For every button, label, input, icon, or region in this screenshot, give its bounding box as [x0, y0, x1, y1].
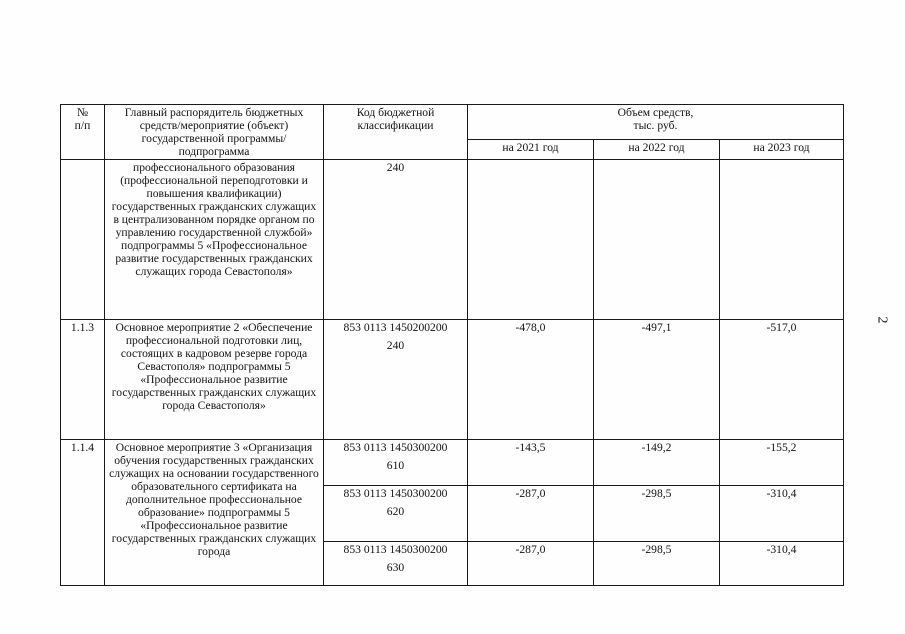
header-row: [61, 105, 844, 140]
code-line-1: 853 0113 1450200200: [343, 321, 448, 334]
row-value-2022: -298,5: [594, 542, 720, 586]
header-name: Главный распорядитель бюджетных средств/мероприятие (объект) государственной программы/подпрограмма: [105, 105, 324, 160]
header-year-2021: на 2021 год: [468, 140, 594, 160]
header-code: Код бюджетной классификации: [324, 105, 468, 160]
table-row: [61, 440, 844, 486]
row-value-2023: [720, 160, 844, 320]
code-line-2: 610: [386, 459, 405, 472]
row-num: [61, 160, 105, 320]
row-name: Основное мероприятие 3 «Организация обучения государственных гражданских служащих на основании государственного образовательного сертификата на дополнительное профессиональное образование» подпрограммы 5 «Профессиональное развитие государственных гражданских служащих города: [105, 440, 324, 586]
row-code: [324, 486, 468, 542]
code-line-2: 240: [386, 339, 405, 352]
row-value-2023: -517,0: [720, 320, 844, 440]
row-value-2022: -149,2: [594, 440, 720, 486]
row-value-2022: -298,5: [594, 486, 720, 542]
row-value-2021: -478,0: [468, 320, 594, 440]
row-name: Основное мероприятие 2 «Обеспечение профессиональной подготовки лиц, состоящих в кадровом резерве города Севастополя» подпрограммы 5 «Профессиональное развитие государственных гражданских служащих города Севастополя»: [105, 320, 324, 440]
row-value-2022: -497,1: [594, 320, 720, 440]
code-line-1: 853 0113 1450300200: [343, 487, 448, 500]
code-line-1: 853 0113 1450300200: [343, 441, 448, 454]
row-name: профессионального образования (профессиональной переподготовки и повышения квалификации) государственных гражданских служащих в централизованном порядке органом по управлению государственной службой» подпрограммы 5 «Профессиональное развитие государственных гражданских служащих города Севастополя»: [105, 160, 324, 320]
code-line-2: 620: [386, 505, 405, 518]
row-value-2023: -310,4: [720, 486, 844, 542]
header-amount: Объем средств, тыс. руб.: [468, 105, 844, 140]
row-code: [324, 320, 468, 440]
row-value-2023: -155,2: [720, 440, 844, 486]
table-row: [61, 160, 844, 320]
table-row: [61, 320, 844, 440]
code-line-2: 630: [386, 561, 405, 574]
row-code: [324, 440, 468, 486]
row-value-2022: [594, 160, 720, 320]
row-value-2023: -310,4: [720, 542, 844, 586]
header-year-2023: на 2023 год: [720, 140, 844, 160]
budget-table: [60, 104, 844, 586]
page-number: 2: [874, 316, 890, 324]
code-line-1: 240: [386, 161, 405, 174]
row-num: 1.1.4: [61, 440, 105, 586]
row-value-2021: -287,0: [468, 542, 594, 586]
row-code: [324, 160, 468, 320]
row-value-2021: -143,5: [468, 440, 594, 486]
row-value-2021: [468, 160, 594, 320]
header-num: № п/п: [61, 105, 105, 160]
row-code: [324, 542, 468, 586]
code-line-1: 853 0113 1450300200: [343, 543, 448, 556]
row-value-2021: -287,0: [468, 486, 594, 542]
row-num: 1.1.3: [61, 320, 105, 440]
header-year-2022: на 2022 год: [594, 140, 720, 160]
